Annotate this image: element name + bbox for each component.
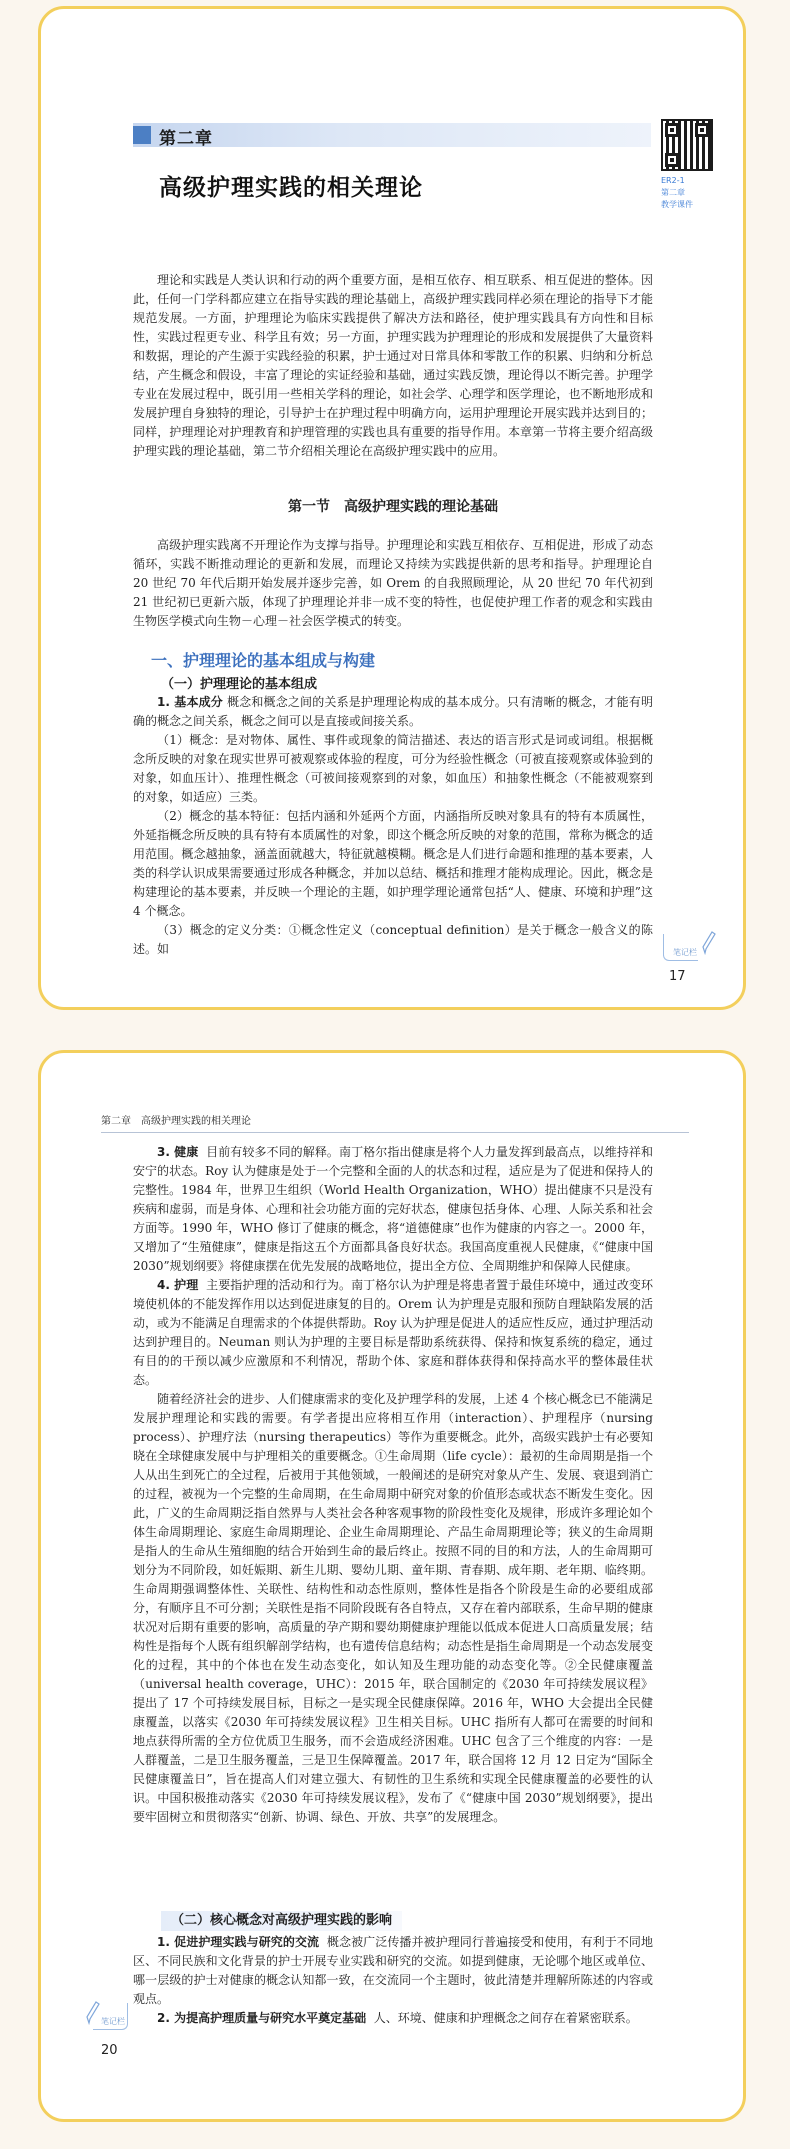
textbook-page-20 <box>38 1050 746 2122</box>
heading-level1: 一、护理理论的基本组成与构建 <box>151 651 376 670</box>
impact-block <box>133 1933 653 2028</box>
qr-caption-code: ER2-1 <box>661 176 685 185</box>
intro-paragraph: 理论和实践是人类认识和行动的两个重要方面，是相互依存、相互联系、相互促进的整体。因此，任何一门学科都应建立在指导实践的理论基础上，高级护理实践同样必须在理论的指导下才能规范发展。一方面，护理理论为临床实践提供了解决方法和路径，使护理实践具有方向性和目标性，实践过程更专业、科学且有效；另一方面，护理实践为护理理论的形成和发展提供了大量资料和数据，理论的产生源于实践经验的积累，护士通过对日常具体和零散工作的积累、归纳和分析总结，产生概念和假设，丰富了理论的实证经验和基础，通过实践反馈，理论得以不断完善。护理学专业在发展过程中，既引用一些相关学科的理论，如社会学、心理学和医学理论，也不断地形成和发展护理自身独特的理论，引导护士在护理过程中明确方向，运用护理理论开展实践并达到目的；同样，护理理论对护理教育和护理管理的实践也具有重要的指导作用。本章第一节将主要介绍高级护理实践的理论基础，第二节介绍相关理论在高级护理实践中的应用。 <box>133 273 653 458</box>
textbook-page-17 <box>38 6 746 1010</box>
qr-caption-courseware: 教学课件 <box>661 200 693 209</box>
running-header: 第二章 高级护理实践的相关理论 <box>101 1112 689 1133</box>
qr-caption <box>661 175 741 211</box>
chapter-title: 高级护理实践的相关理论 <box>159 175 423 201</box>
heading-level2: （二）核心概念对高级护理实践的影响 <box>161 1911 402 1931</box>
chapter-square-marker <box>133 126 151 144</box>
qr-finder-icon <box>695 123 709 137</box>
basic-components-block <box>133 693 653 959</box>
item-impact-quality <box>133 2009 653 2028</box>
qr-finder-icon <box>665 123 679 137</box>
run-in-label: 4. 护理 <box>157 1278 199 1292</box>
item-text: 概念被广泛传播并被护理同行普遍接受和使用，有利于不同地区、不同民族和文化背景的护士开展专业实践和研究的交流。如提到健康，无论哪个地区或单位、哪一层级的护士对健康的概念认知都一致，在交流同一个主题时，彼此清楚并理解所陈述的内容或观点。 <box>133 1935 653 2006</box>
qr-code-icon[interactable] <box>661 119 713 171</box>
heading-level2: （一）护理理论的基本组成 <box>161 677 318 692</box>
qr-caption-chapter: 第二章 <box>661 188 685 197</box>
paragraph-concept-development: 随着经济社会的进步、人们健康需求的变化及护理学科的发展，上述 4 个核心概念已不能满足发展护理理论和实践的需要。有学者提出应将相互作用（interaction）、护理程序（nursing process）、护理疗法（nursing therapeutics）等作为重要概念。此外，高级实践护士有必要知晓在全球健康发展中与护理相关的重要概念。①生命周期（life cycle）：最初的生命周期是指一个人从出生到死亡的全过程，后被用于其他领域，一般阐述的是研究对象从产生、发展、衰退到消亡的过程，被视为一个完整的生命周期，在生命周期中研究对象的价值形态或状态不断发生变化。因此，广义的生命周期泛指自然界与人类社会各种客观事物的阶段性变化及规律，形成许多理论如个体生命周期理论、家庭生命周期理论、企业生命周期理论、产品生命周期理论等；狭义的生命周期是指人的生命从生殖细胞的结合开始到生命的最后终止。按照不同的目的和方法，人的生命周期可划分为不同阶段，如妊娠期、新生儿期、婴幼儿期、童年期、青春期、成年期、老年期、临终期。生命周期强调整体性、关联性、结构性和动态性原则，整体性是指各个阶段是生命的必要组成部分，有顺序且不可分割；关联性是指不同阶段既有各自特点，又存在着内部联系，生命早期的健康状况对后期有重要的影响，高质量的孕产期和婴幼期健康护理能以低成本促进人口高质量发展；结构性是指每个人既有组织解剖学结构，也有遗传信息结构；动态性是指生命周期是一个动态发展变化的过程，其中的个体也在发生动态变化，如认知及生理功能的动态变化等。②全民健康覆盖（universal health coverage，UHC）：2015 年，联合国制定的《2030 年可持续发展议程》提出了 17 个可持续发展目标，目标之一是实现全民健康保障。2016 年，WHO 大会提出全民健康覆盖，以落实《2030 年可持续发展议程》卫生相关目标。UHC 指所有人都可在需要的时间和地点获得所需的全方位优质卫生服务，而不会造成经济困难。UHC 包含了三个维度的内容：一是人群覆盖，二是卫生服务覆盖，三是卫生保障覆盖。2017 年，联合国将 12 月 12 日定为“国际全民健康覆盖日”，旨在提高人们对建立强大、有韧性的卫生系统和实现全民健康覆盖的必要性的认识。中国积极推动落实《2030 年可持续发展议程》，发布了《“健康中国 2030”规划纲要》，提出要牢固树立和贯彻落实“创新、协调、绿色、开放、共享”的发展理念。 <box>133 1392 653 1824</box>
qr-finder-icon <box>665 153 679 167</box>
pencil-icon <box>701 929 717 955</box>
run-in-label: 2. 为提高护理质量与研究水平奠定基础 <box>157 2011 367 2025</box>
item-text: 主要指护理的活动和行为。南丁格尔认为护理是将患者置于最佳环境中，通过改变环境使机体的不能发挥作用以达到促进康复的目的。Orem 认为护理是克服和预防自理缺陷发展的活动，或为不能满足自理需求的个体提供帮助。Roy 认为护理是促进人的适应性反应，通过护理活动达到护理目的。Neuman 则认为护理的主要目标是帮助系统获得、保持和恢复系统的稳定，通过有目的的干预以减少应激原和不利情况，帮助个体、家庭和群体获得和保持高水平的整体最佳状态。 <box>133 1278 653 1387</box>
run-in-label: 1. 促进护理实践与研究的交流 <box>157 1935 320 1949</box>
paragraph-concept-classes: （3）概念的定义分类：①概念性定义（conceptual definition）是关于概念一般含义的陈述。如 <box>133 923 653 956</box>
run-in-label: 1. 基本成分 <box>157 695 223 709</box>
item-nursing <box>133 1276 653 1390</box>
item-text: 概念和概念之间的关系是护理理论构成的基本成分。只有清晰的概念，才能有明确的概念之间关系，概念之间可以是直接或间接关系。 <box>133 695 653 728</box>
core-concepts-block <box>133 1143 653 1827</box>
section-intro-paragraph: 高级护理实践离不开理论作为支撑与指导。护理理论和实践互相依存、互相促进，形成了动态循环，实践不断推动理论的更新和发展，而理论又持续为实践提供新的思考和指导。护理理论自 20 世纪 70 年代后期开始发展并逐步完善，如 Orem 的自我照顾理论，从 20 世纪 70 年代初到 21 世纪初已更新六版，体现了护理理论并非一成不变的特性，也促使护理工作者的观念和实践由生物医学模式向生物－心理－社会医学模式的转变。 <box>133 538 653 628</box>
page-number: 17 <box>669 969 686 984</box>
item-text: 目前有较多不同的解释。南丁格尔指出健康是将个人力量发挥到最高点，以维持祥和安宁的状态。Roy 认为健康是处于一个完整和全面的人的状态和过程，适应是为了促进和保持人的完整性。1984 年，世界卫生组织（World Health Organization，WHO）提出健康不只是没有疾病和虚弱，而是身体、心理和社会功能方面的完好状态，健康包括身体、心理、人际关系和社会方面等。1990 年，WHO 修订了健康的概念，将“道德健康”也作为健康的内容之一。2000 年，又增加了“生殖健康”，健康是指这五个方面都具备良好状态。我国高度重视人民健康，《“健康中国 2030”规划纲要》将健康摆在优先发展的战略地位，提出全方位、全周期维护和保障人民健康。 <box>133 1145 653 1273</box>
run-in-label: 3. 健康 <box>157 1145 199 1159</box>
item-basic-components <box>133 693 653 731</box>
intro-paragraph-block <box>133 271 653 461</box>
paragraph-concept-definition: （1）概念：是对物体、属性、事件或现象的简洁描述、表达的语言形式是词或词组。根据概念所反映的对象在现实世界可被观察或体验的程度，可分为经验性概念（可被直接观察或体验到的对象，如血压计）、推理性概念（可被间接观察到的对象，如血压）和抽象性概念（不能被观察到的对象，如适应）三类。 <box>133 733 653 804</box>
page-number: 20 <box>101 2043 118 2058</box>
chapter-label: 第二章 <box>159 129 213 149</box>
section-intro-block <box>133 536 653 631</box>
item-text: 人、环境、健康和护理概念之间存在着紧密联系。 <box>373 2011 638 2025</box>
item-health <box>133 1143 653 1276</box>
paragraph-concept-features: （2）概念的基本特征：包括内涵和外延两个方面，内涵指所反映对象具有的特有本质属性，外延指概念所反映的具有特有本质属性的对象，即这个概念所反映的对象的范围，常称为概念的适用范围。概念越抽象，涵盖面就越大，特征就越模糊。概念是人们进行命题和推理的基本要素，人类的科学认识成果需要通过形成各种概念，并加以总结、概括和推理才能构成理论。因此，概念是构建理论的基本要素，并反映一个理论的主题，如护理学理论通常包括“人、健康、环境和护理”这 4 个概念。 <box>133 809 653 918</box>
item-impact-communication <box>133 1933 653 2009</box>
note-column-label: 笔记栏 <box>673 948 697 957</box>
section-title: 第一节 高级护理实践的理论基础 <box>288 499 498 515</box>
note-column-label: 笔记栏 <box>101 2017 125 2026</box>
